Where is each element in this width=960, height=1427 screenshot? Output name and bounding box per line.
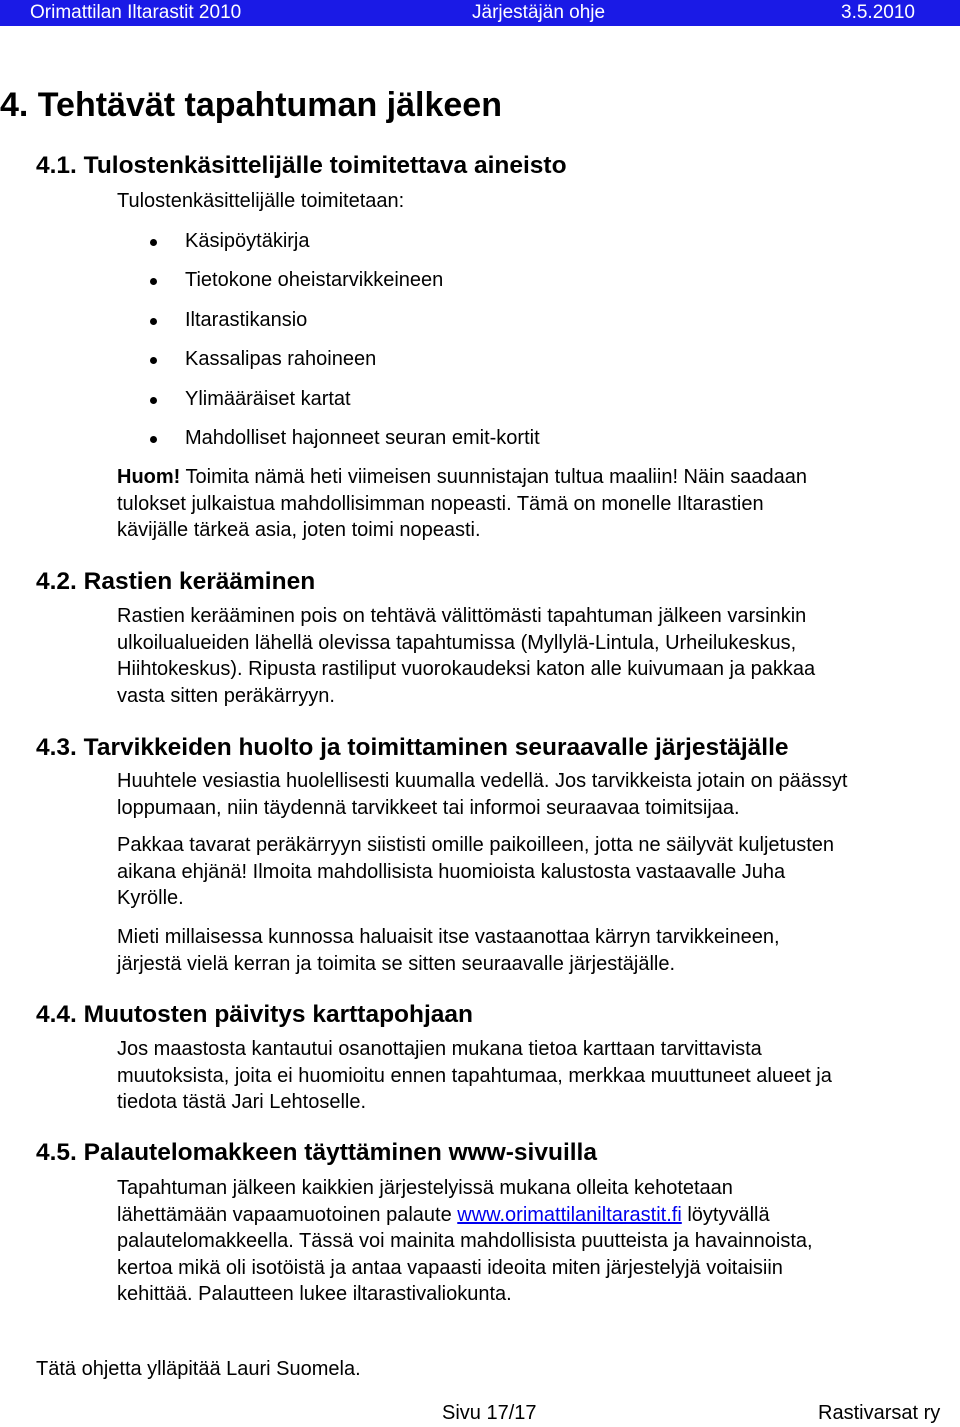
paragraph-line: palautelomakkeella. Tässä voi mainita mahdollisista puutteista ja havainnoista, <box>117 1230 813 1252</box>
section-heading-4-5: 4.5. Palautelomakkeen täyttäminen www-sivuilla <box>36 1139 597 1166</box>
bullet-icon <box>150 318 157 325</box>
bullet-icon <box>150 239 157 246</box>
paragraph-line: järjestä vielä kerran ja toimita se sitten seuraavalle järjestäjälle. <box>117 952 676 975</box>
section-4-3-paragraph-3 <box>117 924 947 977</box>
paragraph-line: Hiihtokeskus). Ripusta rastiliput vuorokaudeksi katon alle kuivumaan ja pakkaa <box>117 658 816 680</box>
bullet-icon <box>150 397 157 404</box>
bullet-icon <box>150 436 157 443</box>
paragraph-line: muutoksista, joita ei huomioitu ennen tapahtumaa, merkkaa muuttuneet alueet ja <box>117 1064 832 1087</box>
paragraph-line: Huuhtele vesiastia huolellisesti kuumalla vedellä. Jos tarvikkeista jotain on päässyt <box>117 770 848 792</box>
section-4-3-paragraph-1 <box>117 768 947 821</box>
section-heading-4-2: 4.2. Rastien kerääminen <box>36 568 316 595</box>
paragraph-line: ulkoilualueiden lähellä olevissa tapahtumissa (Myllylä-Lintula, Urheilukeskus, <box>117 631 797 654</box>
page-title: 4. Tehtävät tapahtuman jälkeen <box>0 86 502 124</box>
paragraph-line: Jos maastosta kantautui osanottajien mukana tietoa karttaan tarvittavista <box>117 1038 762 1060</box>
list-item: Kassalipas rahoineen <box>185 348 377 370</box>
paragraph-line: kehittää. Palautteen lukee iltarastivaliokunta. <box>117 1283 512 1305</box>
maintainer-note: Tätä ohjetta ylläpitää Lauri Suomela. <box>36 1358 361 1380</box>
section-4-5-body <box>117 1175 947 1308</box>
section-4-1-intro: Tulostenkäsittelijälle toimitetaan: <box>117 190 405 212</box>
website-link[interactable]: www.orimattilaniltarastit.fi <box>457 1203 682 1226</box>
section-heading-4-1: 4.1. Tulostenkäsittelijälle toimitettava aineisto <box>36 152 567 179</box>
header-doc-title: Järjestäjän ohje <box>472 2 606 23</box>
paragraph-line: tiedota tästä Jari Lehtoselle. <box>117 1091 367 1113</box>
header-date: 3.5.2010 <box>841 2 915 23</box>
paragraph-line: Pakkaa tavarat peräkärryyn siististi omille paikoilleen, jotta ne säilyvät kuljetusten <box>117 834 835 856</box>
link-trail-text: löytyvällä <box>681 1203 770 1226</box>
section-4-1-note <box>117 464 947 544</box>
page-number: Sivu 17/17 <box>442 1402 537 1424</box>
paragraph-line: Tapahtuman jälkeen kaikkien järjestelyissä mukana olleita kehotetaan <box>117 1177 733 1199</box>
paragraph-line: loppumaan, niin täydennä tarvikkeet tai informoi seuraavaa toimitsijaa. <box>117 796 740 819</box>
note-text: kävijälle tärkeä asia, joten toimi nopeasti. <box>117 519 481 541</box>
paragraph-line <box>117 1202 947 1229</box>
section-heading-4-3: 4.3. Tarvikkeiden huolto ja toimittaminen seuraavalle järjestäjälle <box>36 734 789 761</box>
list-item: Iltarastikansio <box>185 309 308 331</box>
section-heading-4-4: 4.4. Muutosten päivitys karttapohjaan <box>36 1001 474 1028</box>
section-4-4-body <box>117 1036 947 1116</box>
list-item: Tietokone oheistarvikkeineen <box>185 269 444 291</box>
note-text: tulokset julkaistua mahdollisimman nopeasti. Tämä on monelle Iltarastien <box>117 492 764 515</box>
list-item: Käsipöytäkirja <box>185 230 310 252</box>
list-item: Mahdolliset hajonneet seuran emit-kortit <box>185 427 540 449</box>
note-label: Huom! <box>117 466 181 488</box>
list-item: Ylimääräiset kartat <box>185 388 351 410</box>
note-text: Toimita nämä heti viimeisen suunnistajan tultua maaliin! Näin saadaan <box>180 466 807 488</box>
footer-organization: Rastivarsat ry <box>818 1402 941 1424</box>
section-4-2-body <box>117 603 947 709</box>
paragraph-line: Mieti millaisessa kunnossa haluaisit itse vastaanottaa kärryn tarvikkeineen, <box>117 926 780 948</box>
header-event-name: Orimattilan Iltarastit 2010 <box>30 2 242 23</box>
paragraph-line: kertoa mikä oli isotöistä ja antaa vapaasti ideoita miten järjestelyjä voitaisiin <box>117 1256 783 1279</box>
paragraph-line: Kyrölle. <box>117 887 184 909</box>
bullet-icon <box>150 278 157 285</box>
section-4-3-paragraph-2 <box>117 832 947 912</box>
paragraph-line: vasta sitten peräkärryyn. <box>117 684 335 707</box>
paragraph-line: aikana ehjänä! Ilmoita mahdollisista huomioista kalustosta vastaavalle Juha <box>117 860 786 883</box>
paragraph-line: Rastien kerääminen pois on tehtävä välittömästi tapahtuman jälkeen varsinkin <box>117 605 807 627</box>
link-lead-text: lähettämään vapaamuotoinen palaute <box>117 1203 458 1226</box>
bullet-icon <box>150 357 157 364</box>
